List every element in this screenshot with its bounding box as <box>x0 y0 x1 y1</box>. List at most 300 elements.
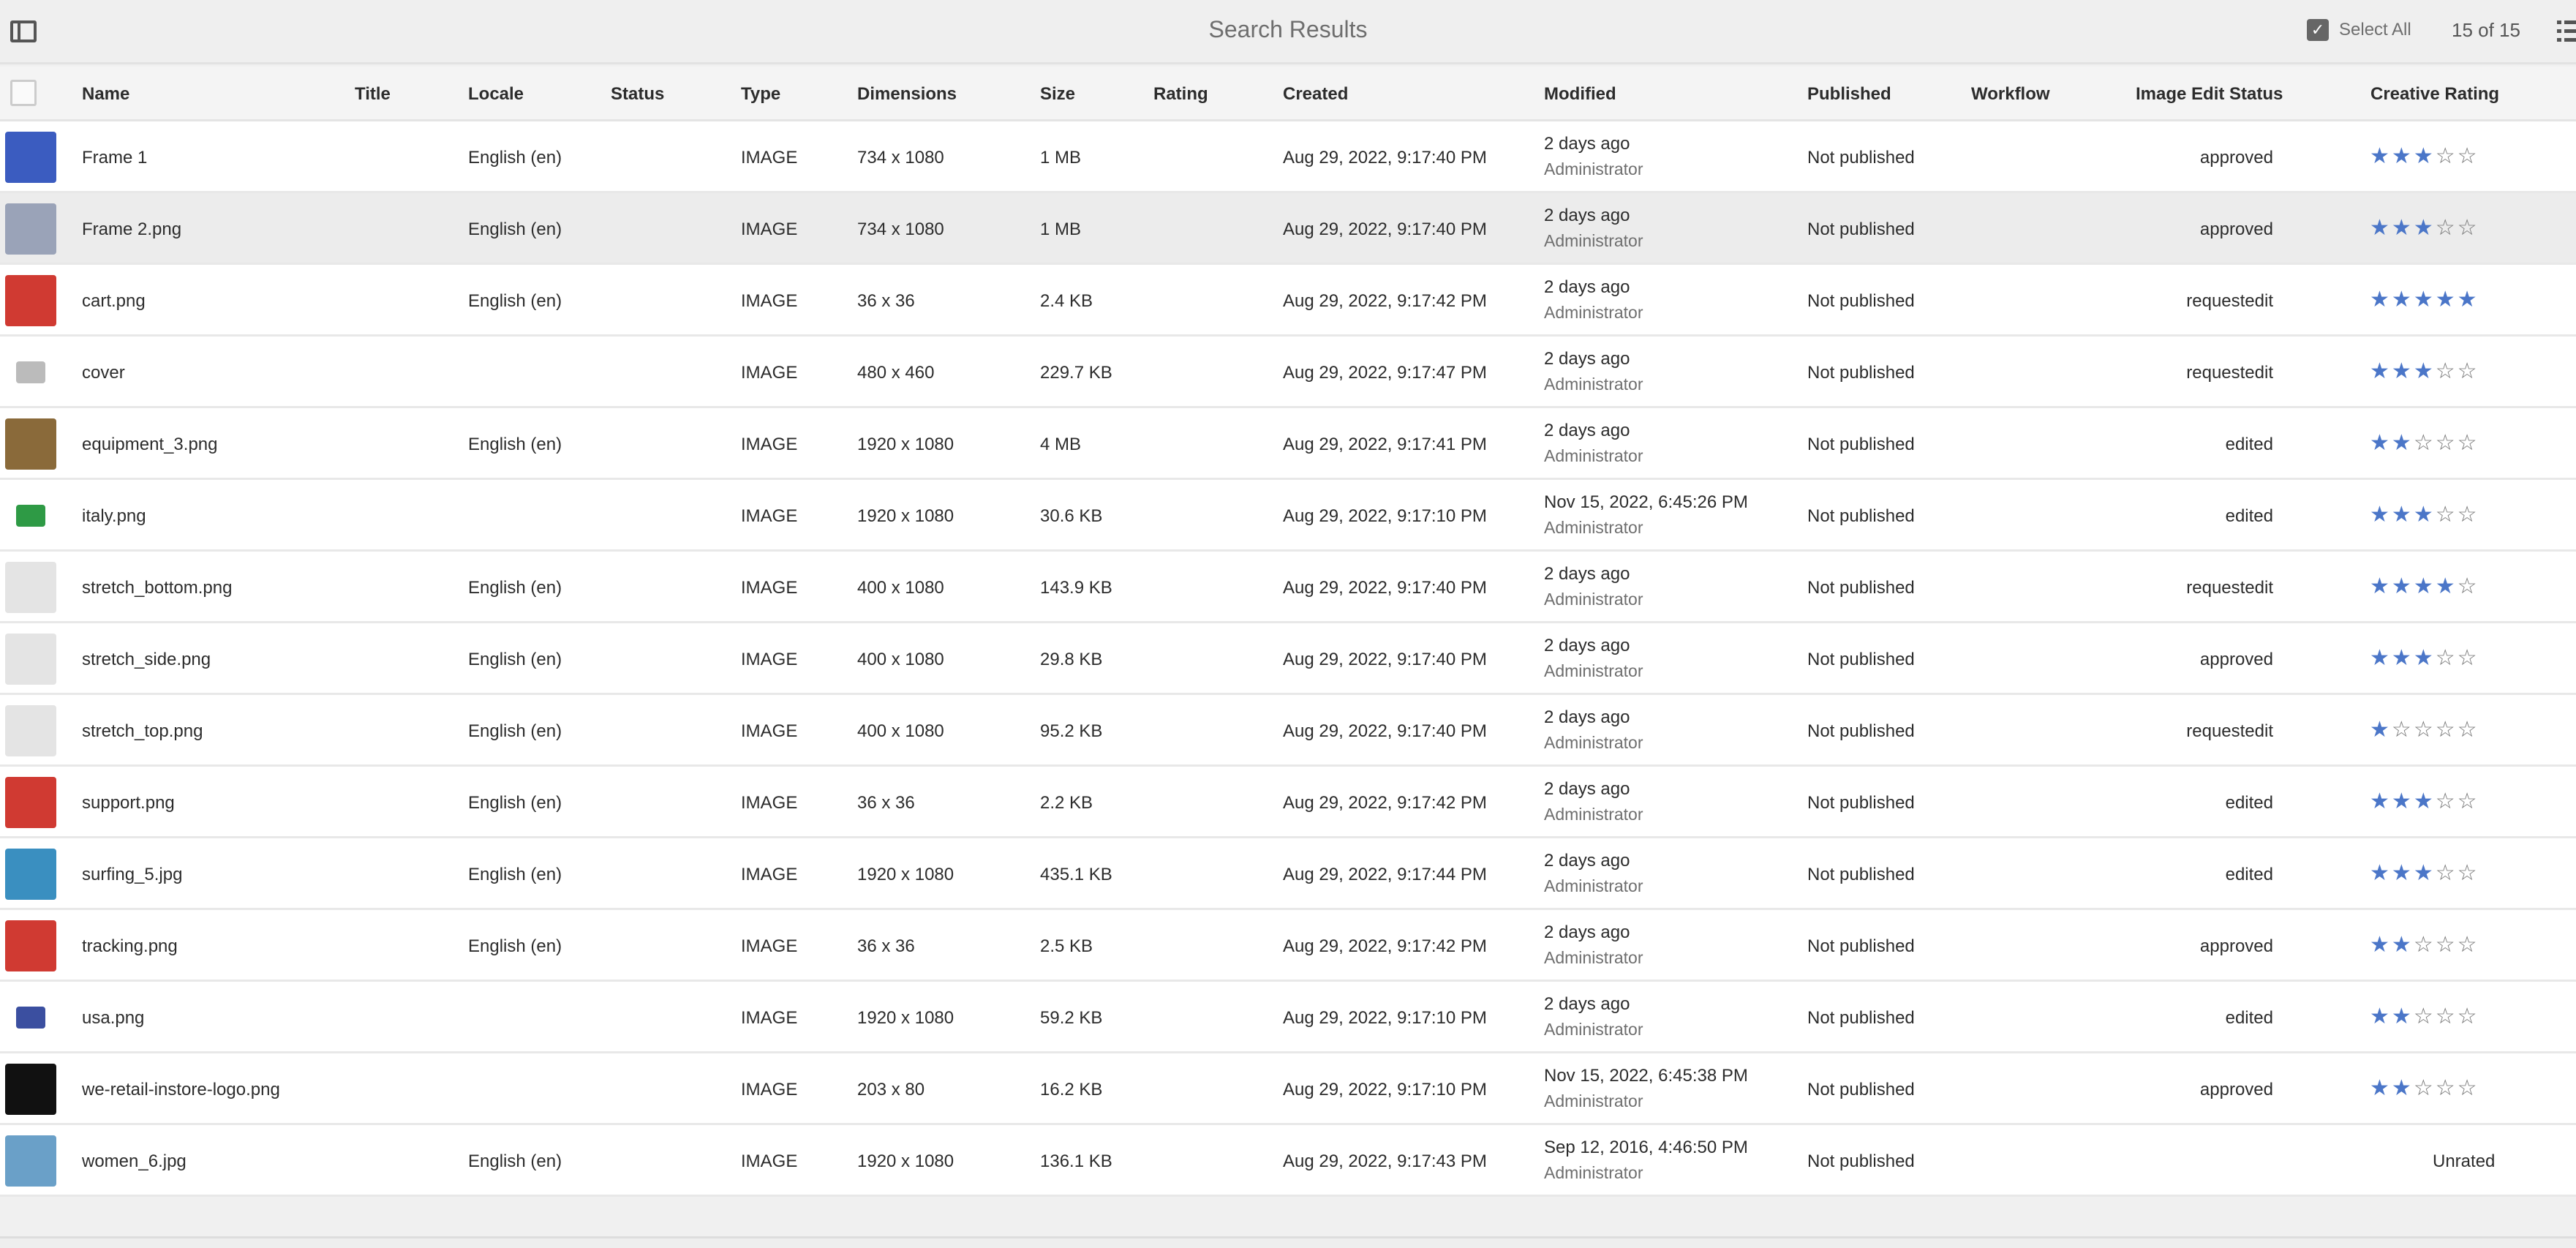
creative-rating-unrated: Unrated <box>2433 1151 2496 1171</box>
published: Not published <box>1807 363 1915 383</box>
star-filled-icon[interactable]: ★ <box>2391 216 2414 240</box>
image-edit-status: edited <box>2225 435 2273 454</box>
type: IMAGE <box>741 793 798 813</box>
modified <box>1544 705 1643 755</box>
star-empty-icon[interactable]: ☆ <box>2457 503 2479 527</box>
star-empty-icon[interactable]: ☆ <box>2413 933 2436 957</box>
type: IMAGE <box>741 1008 798 1028</box>
star-filled-icon[interactable]: ★ <box>2413 144 2436 168</box>
image-edit-status: requestedit <box>2186 291 2273 311</box>
asset-thumbnail[interactable] <box>1 129 60 186</box>
star-filled-icon[interactable]: ★ <box>2413 359 2436 383</box>
star-empty-icon[interactable]: ☆ <box>2457 359 2479 383</box>
size: 30.6 KB <box>1040 506 1103 526</box>
asset-thumbnail[interactable] <box>1 989 60 1046</box>
star-filled-icon[interactable]: ★ <box>2370 359 2392 383</box>
published: Not published <box>1807 1008 1915 1028</box>
creative-rating[interactable] <box>2370 502 2479 527</box>
modified-by: Administrator <box>1544 1020 1643 1039</box>
modified-date: 2 days ago <box>1544 206 1630 225</box>
image-edit-status: edited <box>2225 793 2273 813</box>
modified-by: Administrator <box>1544 590 1643 609</box>
table-row[interactable] <box>0 337 2576 408</box>
published: Not published <box>1807 219 1915 239</box>
creative-rating[interactable] <box>2370 1004 2479 1029</box>
star-empty-icon[interactable]: ☆ <box>2413 431 2436 455</box>
asset-name: equipment_3.png <box>82 435 218 454</box>
table-row[interactable] <box>0 480 2576 552</box>
asset-name: italy.png <box>82 506 146 526</box>
star-empty-icon[interactable]: ☆ <box>2457 144 2479 168</box>
star-filled-icon[interactable]: ★ <box>2435 574 2458 598</box>
star-filled-icon[interactable]: ★ <box>2391 933 2414 957</box>
size: 229.7 KB <box>1040 363 1112 383</box>
creative-rating[interactable] <box>2370 215 2479 241</box>
star-filled-icon[interactable]: ★ <box>2370 431 2392 455</box>
col-modified[interactable]: Modified <box>1544 84 1616 104</box>
dimensions: 400 x 1080 <box>857 578 944 598</box>
star-empty-icon[interactable]: ☆ <box>2435 359 2458 383</box>
table-row[interactable] <box>0 838 2576 910</box>
size: 16.2 KB <box>1040 1080 1103 1099</box>
col-title[interactable]: Title <box>355 84 391 104</box>
modified <box>1544 992 1643 1042</box>
star-filled-icon[interactable]: ★ <box>2370 933 2392 957</box>
creative-rating[interactable] <box>2370 717 2479 743</box>
modified <box>1544 634 1643 683</box>
modified-date: 2 days ago <box>1544 349 1630 369</box>
modified-by: Administrator <box>1544 303 1643 322</box>
star-filled-icon[interactable]: ★ <box>2413 216 2436 240</box>
dimensions: 1920 x 1080 <box>857 435 954 454</box>
modified-by: Administrator <box>1544 948 1643 967</box>
modified-date: 2 days ago <box>1544 851 1630 871</box>
asset-name: we-retail-instore-logo.png <box>82 1080 280 1099</box>
published: Not published <box>1807 148 1915 168</box>
checkbox-icon: ✓ <box>2307 19 2329 41</box>
created: Aug 29, 2022, 9:17:40 PM <box>1283 219 1487 239</box>
table-row[interactable] <box>0 265 2576 337</box>
published: Not published <box>1807 793 1915 813</box>
asset-name: women_6.jpg <box>82 1151 187 1171</box>
created: Aug 29, 2022, 9:17:10 PM <box>1283 1080 1487 1099</box>
published: Not published <box>1807 291 1915 311</box>
modified-date: 2 days ago <box>1544 277 1630 297</box>
size: 1 MB <box>1040 148 1082 168</box>
table-row[interactable] <box>0 695 2576 767</box>
asset-thumbnail[interactable] <box>1 200 60 258</box>
col-workflow[interactable]: Workflow <box>1971 84 2050 104</box>
modified-by: Administrator <box>1544 1163 1643 1182</box>
creative-rating[interactable] <box>2370 287 2479 312</box>
star-filled-icon[interactable]: ★ <box>2391 646 2414 670</box>
star-empty-icon[interactable]: ☆ <box>2435 861 2458 885</box>
col-type[interactable]: Type <box>741 84 781 104</box>
dimensions: 36 x 36 <box>857 291 915 311</box>
locale: English (en) <box>468 865 562 884</box>
created: Aug 29, 2022, 9:17:42 PM <box>1283 291 1487 311</box>
star-empty-icon[interactable]: ☆ <box>2435 1076 2458 1100</box>
star-empty-icon[interactable]: ☆ <box>2435 431 2458 455</box>
star-filled-icon[interactable]: ★ <box>2391 359 2414 383</box>
published: Not published <box>1807 1080 1915 1099</box>
asset-thumbnail[interactable] <box>1 487 60 544</box>
modified-by: Administrator <box>1544 518 1643 537</box>
asset-name: tracking.png <box>82 936 178 956</box>
star-filled-icon[interactable]: ★ <box>2370 718 2392 742</box>
col-image-edit-status[interactable]: Image Edit Status <box>2136 84 2283 104</box>
image-edit-status: edited <box>2225 1008 2273 1028</box>
locale: English (en) <box>468 435 562 454</box>
star-empty-icon[interactable]: ☆ <box>2435 933 2458 957</box>
modified-date: Nov 15, 2022, 6:45:38 PM <box>1544 1066 1748 1086</box>
type: IMAGE <box>741 219 798 239</box>
modified-date: 2 days ago <box>1544 994 1630 1014</box>
table-row[interactable] <box>0 1053 2576 1125</box>
star-filled-icon[interactable]: ★ <box>2370 144 2392 168</box>
modified-date: 2 days ago <box>1544 779 1630 799</box>
table-row[interactable] <box>0 623 2576 695</box>
created: Aug 29, 2022, 9:17:43 PM <box>1283 1151 1487 1171</box>
image-edit-status: approved <box>2199 219 2273 239</box>
dimensions: 1920 x 1080 <box>857 1151 954 1171</box>
published: Not published <box>1807 578 1915 598</box>
modified-by: Administrator <box>1544 876 1643 895</box>
dimensions: 480 x 460 <box>857 363 935 383</box>
star-filled-icon[interactable]: ★ <box>2413 503 2436 527</box>
size: 95.2 KB <box>1040 721 1103 741</box>
star-filled-icon[interactable]: ★ <box>2370 216 2392 240</box>
created: Aug 29, 2022, 9:17:47 PM <box>1283 363 1487 383</box>
creative-rating[interactable] <box>2370 645 2479 671</box>
star-empty-icon[interactable]: ☆ <box>2413 1076 2436 1100</box>
modified-by: Administrator <box>1544 446 1643 465</box>
result-count: 15 of 15 <box>2452 19 2520 41</box>
asset-name: Frame 2.png <box>82 219 182 239</box>
asset-thumbnail[interactable] <box>1 416 60 473</box>
col-locale[interactable]: Locale <box>468 84 524 104</box>
locale: English (en) <box>468 936 562 956</box>
modified-by: Administrator <box>1544 159 1643 178</box>
modified-by: Administrator <box>1544 1091 1643 1110</box>
table-row[interactable] <box>0 193 2576 265</box>
locale: English (en) <box>468 578 562 598</box>
col-dimensions[interactable]: Dimensions <box>857 84 957 104</box>
modified-date: 2 days ago <box>1544 564 1630 584</box>
star-filled-icon[interactable]: ★ <box>2370 1004 2392 1029</box>
star-empty-icon[interactable]: ☆ <box>2435 1004 2458 1029</box>
size: 1 MB <box>1040 219 1082 239</box>
modified <box>1544 132 1643 181</box>
type: IMAGE <box>741 506 798 526</box>
asset-thumbnail[interactable] <box>1 559 60 616</box>
star-filled-icon[interactable]: ★ <box>2391 144 2414 168</box>
creative-rating[interactable] <box>2370 143 2479 169</box>
star-empty-icon[interactable]: ☆ <box>2435 718 2458 742</box>
table-row[interactable] <box>0 910 2576 982</box>
modified <box>1544 1135 1748 1185</box>
creative-rating[interactable] <box>2370 1075 2479 1101</box>
dimensions: 1920 x 1080 <box>857 1008 954 1028</box>
size: 435.1 KB <box>1040 865 1112 884</box>
star-filled-icon[interactable]: ★ <box>2413 646 2436 670</box>
star-filled-icon[interactable]: ★ <box>2391 431 2414 455</box>
table-row[interactable] <box>0 767 2576 838</box>
dimensions: 1920 x 1080 <box>857 865 954 884</box>
star-empty-icon[interactable]: ☆ <box>2457 1076 2479 1100</box>
image-edit-status: edited <box>2225 865 2273 884</box>
star-empty-icon[interactable]: ☆ <box>2413 1004 2436 1029</box>
locale: English (en) <box>468 148 562 168</box>
asset-thumbnail[interactable] <box>1 917 60 974</box>
select-all-checkbox[interactable] <box>10 80 37 106</box>
select-all-label: Select All <box>2339 20 2411 40</box>
asset-thumbnail[interactable] <box>1 1132 60 1189</box>
modified-by: Administrator <box>1544 805 1643 824</box>
star-empty-icon[interactable]: ☆ <box>2435 789 2458 813</box>
asset-name: cart.png <box>82 291 146 311</box>
published: Not published <box>1807 721 1915 741</box>
size: 59.2 KB <box>1040 1008 1103 1028</box>
asset-thumbnail[interactable] <box>1 846 60 903</box>
star-filled-icon[interactable]: ★ <box>2413 287 2436 312</box>
published: Not published <box>1807 936 1915 956</box>
star-filled-icon[interactable]: ★ <box>2391 503 2414 527</box>
creative-rating[interactable] <box>2370 574 2479 599</box>
star-filled-icon[interactable]: ★ <box>2370 789 2392 813</box>
star-empty-icon[interactable]: ☆ <box>2435 646 2458 670</box>
size: 136.1 KB <box>1040 1151 1112 1171</box>
type: IMAGE <box>741 148 798 168</box>
locale: English (en) <box>468 219 562 239</box>
modified <box>1544 490 1748 540</box>
size: 2.5 KB <box>1040 936 1093 956</box>
asset-thumbnail[interactable] <box>1 774 60 831</box>
image-edit-status: approved <box>2199 148 2273 168</box>
star-empty-icon[interactable]: ☆ <box>2435 144 2458 168</box>
dimensions: 36 x 36 <box>857 793 915 813</box>
table-row[interactable] <box>0 552 2576 623</box>
published: Not published <box>1807 506 1915 526</box>
dimensions: 400 x 1080 <box>857 721 944 741</box>
creative-rating[interactable] <box>2370 358 2479 384</box>
asset-name: support.png <box>82 793 175 813</box>
modified <box>1544 920 1643 970</box>
table-header <box>0 67 2576 121</box>
modified-by: Administrator <box>1544 733 1643 752</box>
locale: English (en) <box>468 793 562 813</box>
star-empty-icon[interactable]: ☆ <box>2457 933 2479 957</box>
select-all-button[interactable] <box>2307 19 2411 41</box>
asset-name: Frame 1 <box>82 148 148 168</box>
modified <box>1544 777 1643 827</box>
type: IMAGE <box>741 936 798 956</box>
created: Aug 29, 2022, 9:17:40 PM <box>1283 148 1487 168</box>
published: Not published <box>1807 650 1915 669</box>
star-filled-icon[interactable]: ★ <box>2391 1076 2414 1100</box>
asset-thumbnail[interactable] <box>1 631 60 688</box>
col-status[interactable]: Status <box>611 84 665 104</box>
asset-name: stretch_bottom.png <box>82 578 233 598</box>
created: Aug 29, 2022, 9:17:10 PM <box>1283 506 1487 526</box>
modified-date: 2 days ago <box>1544 134 1630 154</box>
dimensions: 400 x 1080 <box>857 650 944 669</box>
star-filled-icon[interactable]: ★ <box>2413 861 2436 885</box>
created: Aug 29, 2022, 9:17:44 PM <box>1283 865 1487 884</box>
action-bar <box>0 0 2576 64</box>
star-empty-icon[interactable]: ☆ <box>2435 503 2458 527</box>
table-row[interactable] <box>0 408 2576 480</box>
star-filled-icon[interactable]: ★ <box>2435 287 2458 312</box>
asset-name: surfing_5.jpg <box>82 865 183 884</box>
results-table <box>0 121 2576 1197</box>
dimensions: 203 x 80 <box>857 1080 925 1099</box>
created: Aug 29, 2022, 9:17:42 PM <box>1283 936 1487 956</box>
page-title: Search Results <box>1208 16 1368 42</box>
modified-by: Administrator <box>1544 661 1643 680</box>
published: Not published <box>1807 865 1915 884</box>
modified-date: 2 days ago <box>1544 922 1630 942</box>
creative-rating[interactable] <box>2370 789 2479 814</box>
list-view-icon[interactable] <box>2557 20 2576 45</box>
star-filled-icon[interactable]: ★ <box>2370 503 2392 527</box>
star-filled-icon[interactable]: ★ <box>2413 789 2436 813</box>
col-rating[interactable]: Rating <box>1153 84 1208 104</box>
col-published[interactable]: Published <box>1807 84 1891 104</box>
star-filled-icon[interactable]: ★ <box>2391 1004 2414 1029</box>
asset-thumbnail[interactable] <box>1 702 60 759</box>
star-filled-icon[interactable]: ★ <box>2370 574 2392 598</box>
image-edit-status: requestedit <box>2186 363 2273 383</box>
asset-name: usa.png <box>82 1008 145 1028</box>
dimensions: 734 x 1080 <box>857 219 944 239</box>
asset-name: cover <box>82 363 125 383</box>
creative-rating[interactable] <box>2370 932 2479 958</box>
type: IMAGE <box>741 1151 798 1171</box>
modified-date: 2 days ago <box>1544 707 1630 727</box>
star-empty-icon[interactable]: ☆ <box>2435 216 2458 240</box>
modified-date: 2 days ago <box>1544 421 1630 440</box>
created: Aug 29, 2022, 9:17:42 PM <box>1283 793 1487 813</box>
table-row[interactable] <box>0 1125 2576 1197</box>
image-edit-status: approved <box>2199 936 2273 956</box>
locale: English (en) <box>468 291 562 311</box>
asset-name: stretch_top.png <box>82 721 203 741</box>
star-empty-icon[interactable]: ☆ <box>2457 1004 2479 1029</box>
star-filled-icon[interactable]: ★ <box>2457 287 2479 312</box>
star-filled-icon[interactable]: ★ <box>2370 287 2392 312</box>
star-empty-icon[interactable]: ☆ <box>2457 861 2479 885</box>
size: 2.4 KB <box>1040 291 1093 311</box>
modified-date: Nov 15, 2022, 6:45:26 PM <box>1544 492 1748 512</box>
star-filled-icon[interactable]: ★ <box>2370 861 2392 885</box>
created: Aug 29, 2022, 9:17:41 PM <box>1283 435 1487 454</box>
star-empty-icon[interactable]: ☆ <box>2391 718 2414 742</box>
modified <box>1544 275 1643 325</box>
created: Aug 29, 2022, 9:17:40 PM <box>1283 721 1487 741</box>
modified-date: 2 days ago <box>1544 636 1630 655</box>
modified-by: Administrator <box>1544 375 1643 394</box>
star-filled-icon[interactable]: ★ <box>2391 574 2414 598</box>
modified <box>1544 418 1643 468</box>
star-filled-icon[interactable]: ★ <box>2391 789 2414 813</box>
star-empty-icon[interactable]: ☆ <box>2457 718 2479 742</box>
asset-thumbnail[interactable] <box>1 272 60 329</box>
type: IMAGE <box>741 721 798 741</box>
modified <box>1544 849 1643 898</box>
asset-thumbnail[interactable] <box>1 1061 60 1118</box>
locale: English (en) <box>468 1151 562 1171</box>
image-edit-status: approved <box>2199 650 2273 669</box>
footer-bar <box>0 1236 2576 1248</box>
size: 143.9 KB <box>1040 578 1112 598</box>
modified <box>1544 203 1643 253</box>
created: Aug 29, 2022, 9:17:40 PM <box>1283 650 1487 669</box>
image-edit-status: edited <box>2225 506 2273 526</box>
created: Aug 29, 2022, 9:17:10 PM <box>1283 1008 1487 1028</box>
star-filled-icon[interactable]: ★ <box>2413 574 2436 598</box>
star-filled-icon[interactable]: ★ <box>2370 646 2392 670</box>
modified <box>1544 1064 1748 1113</box>
dimensions: 36 x 36 <box>857 936 915 956</box>
type: IMAGE <box>741 650 798 669</box>
image-edit-status: requestedit <box>2186 721 2273 741</box>
image-edit-status: requestedit <box>2186 578 2273 598</box>
table-row[interactable] <box>0 982 2576 1053</box>
star-filled-icon[interactable]: ★ <box>2391 861 2414 885</box>
type: IMAGE <box>741 435 798 454</box>
modified-date: Sep 12, 2016, 4:46:50 PM <box>1544 1138 1748 1157</box>
col-name[interactable]: Name <box>82 84 130 104</box>
table-row[interactable] <box>0 121 2576 193</box>
asset-name: stretch_side.png <box>82 650 211 669</box>
star-empty-icon[interactable]: ☆ <box>2457 789 2479 813</box>
modified <box>1544 562 1643 612</box>
star-empty-icon[interactable]: ☆ <box>2457 431 2479 455</box>
star-filled-icon[interactable]: ★ <box>2370 1076 2392 1100</box>
star-empty-icon[interactable]: ☆ <box>2413 718 2436 742</box>
col-creative-rating[interactable]: Creative Rating <box>2370 84 2500 104</box>
asset-thumbnail[interactable] <box>1 344 60 401</box>
star-empty-icon[interactable]: ☆ <box>2457 216 2479 240</box>
modified-by: Administrator <box>1544 231 1643 250</box>
col-created[interactable]: Created <box>1283 84 1349 104</box>
size: 4 MB <box>1040 435 1082 454</box>
modified <box>1544 347 1643 396</box>
creative-rating[interactable] <box>2370 860 2479 886</box>
image-edit-status: approved <box>2199 1080 2273 1099</box>
type: IMAGE <box>741 1080 798 1099</box>
published: Not published <box>1807 1151 1915 1171</box>
col-size[interactable]: Size <box>1040 84 1076 104</box>
type: IMAGE <box>741 363 798 383</box>
size: 2.2 KB <box>1040 793 1093 813</box>
star-filled-icon[interactable]: ★ <box>2391 287 2414 312</box>
type: IMAGE <box>741 578 798 598</box>
dimensions: 734 x 1080 <box>857 148 944 168</box>
published: Not published <box>1807 435 1915 454</box>
type: IMAGE <box>741 865 798 884</box>
dimensions: 1920 x 1080 <box>857 506 954 526</box>
locale: English (en) <box>468 721 562 741</box>
type: IMAGE <box>741 291 798 311</box>
created: Aug 29, 2022, 9:17:40 PM <box>1283 578 1487 598</box>
locale: English (en) <box>468 650 562 669</box>
size: 29.8 KB <box>1040 650 1103 669</box>
star-empty-icon[interactable]: ☆ <box>2457 574 2479 598</box>
creative-rating[interactable] <box>2370 430 2479 456</box>
star-empty-icon[interactable]: ☆ <box>2457 646 2479 670</box>
